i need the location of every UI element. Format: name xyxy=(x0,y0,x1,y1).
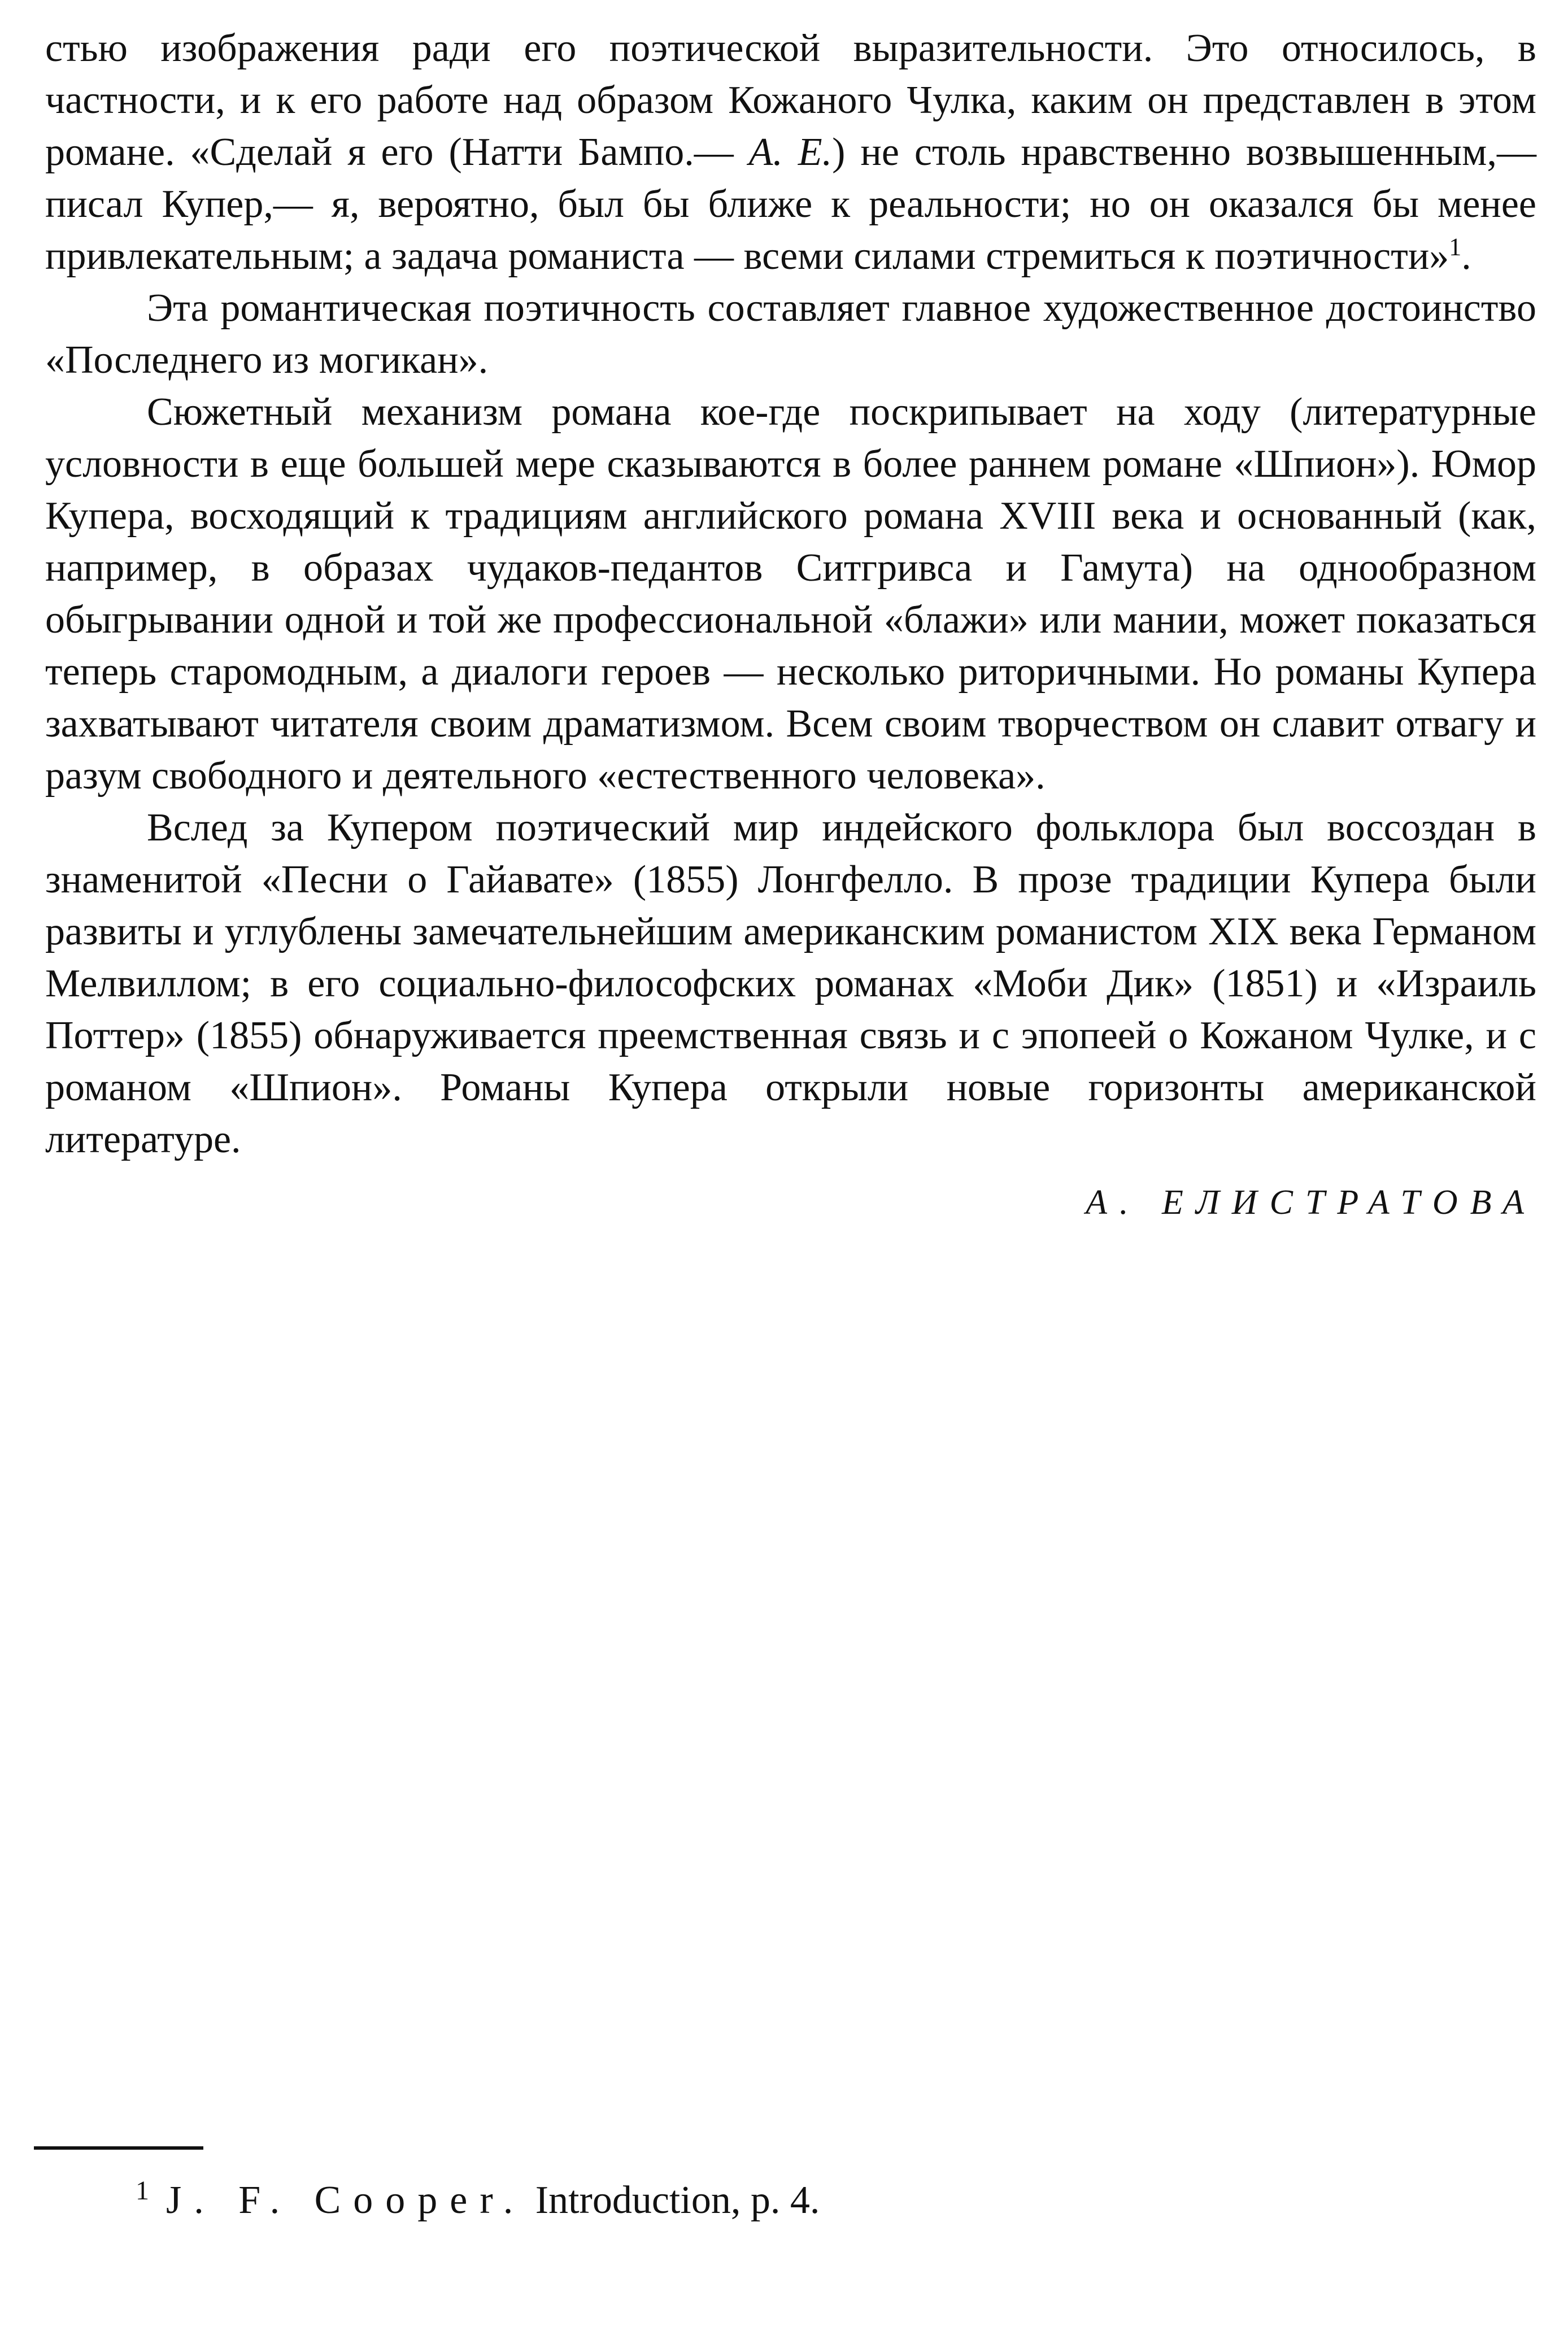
paragraph-1-italic-initials: А. Е. xyxy=(748,130,833,174)
paragraph-1-text-before: стью изображения ради его поэтической выразительности. Это относилось, в частности, и к его работе над образом Кожаного Чулка, каким он представлен в этом романе. «Сделай я его (Натти Бампо.— xyxy=(45,27,1536,174)
footnote-reference: 1 xyxy=(1449,233,1462,261)
page-body xyxy=(45,23,1536,1223)
footnote-divider xyxy=(34,2146,203,2150)
footnote-text: Introduction, p. 4. xyxy=(535,2178,820,2222)
paragraph-4: Вслед за Купером поэтический мир индейского фольклора был воссоздан в знаменитой «Песни о Гайавате» (1855) Лонгфелло. В прозе традиции Купера были развиты и углублены замечательнейшим американским романистом XIX века Германом Мелвиллом; в его социально-философских романах «Моби Дик» (1851) и «Израиль Поттер» (1855) обнаруживается преемственная связь и с эпопеей о Кожаном Чулке, и с романом «Шпион». Романы Купера открыли новые горизонты американской литературе. xyxy=(45,806,1536,1161)
paragraph-1-end: . xyxy=(1461,234,1471,278)
paragraph-2: Эта романтическая поэтичность составляет главное художественное достоинство «Последнего из могикан». xyxy=(45,286,1536,382)
paragraph-1-text-after: ) не столь нравственно возвышенным,— писал Купер,— я, вероятно, был бы ближе к реальности; но он оказался бы менее привлекательным; а задача романиста — всеми силами стремиться к поэтичности» xyxy=(45,130,1536,278)
paragraph-3: Сюжетный механизм романа кое-где поскрипывает на ходу (литературные условности в еще большей мере сказываются в более раннем романе «Шпион»). Юмор Купера, восходящий к традициям английского романа XVIII века и основанный (как, например, в образах чудаков-педантов Ситгривса и Гамута) на однообразном обыгрывании одной и той же профессиональной «блажи» или мании, может показаться теперь старомодным, а диалоги героев — несколько риторичными. Но романы Купера захватывают читателя своим драматизмом. Всем своим творчеством он славит отвагу и разум свободного и деятельного «естественного человека». xyxy=(45,390,1536,798)
author-signature: А. ЕЛИСТРАТОВА xyxy=(1086,1183,1536,1222)
footnote xyxy=(136,2175,820,2227)
footnote-mark: 1 xyxy=(136,2175,149,2206)
footnote-author: J. F. Cooper. xyxy=(166,2178,526,2222)
paragraph-1 xyxy=(45,23,1536,282)
